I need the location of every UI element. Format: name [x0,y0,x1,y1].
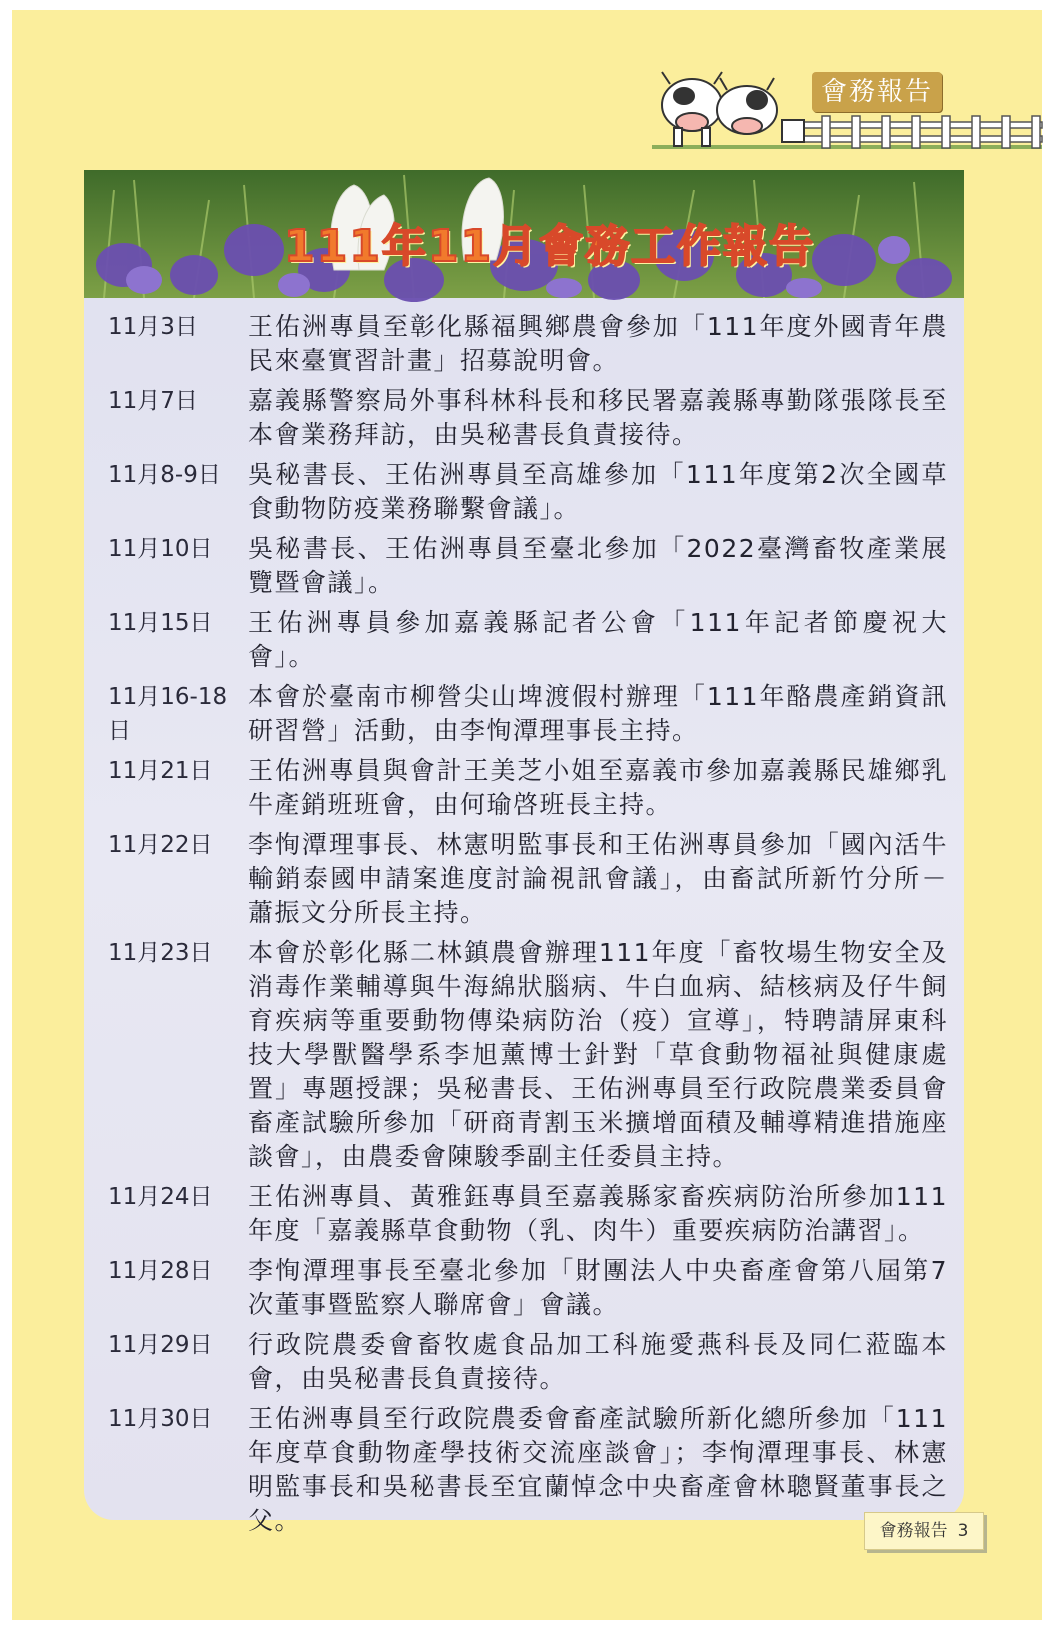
entry-text: 王佑洲專員至彰化縣福興鄉農會參加「111年度外國青年農民來臺實習計畫」招募說明會。 [248,312,948,375]
entry-date: 11月23日 [108,940,213,966]
entry-date: 11月21日 [108,758,213,784]
entry-text: 王佑洲專員、黃雅鈺專員至嘉義縣家畜疾病防治所參加111年度「嘉義縣草食動物（乳、肉牛）重要疾病防治講習」。 [248,1182,948,1245]
entry-text: 李恂潭理事長、林憲明監事長和王佑洲專員參加「國內活牛輸銷泰國申請案進度討論視訊會議」，由畜試所新竹分所－蕭振文分所長主持。 [248,830,948,927]
entry-text: 本會於彰化縣二林鎮農會辦理111年度「畜牧場生物安全及消毒作業輔導與牛海綿狀腦病、牛白血病、結核病及仔牛飼育疾病等重要動物傳染病防治（疫）宣導」，特聘請屏東科技大學獸醫學系李旭薰博士針對「草食動物福祉與健康處置」專題授課；吳秘書長、王佑洲專員至行政院農業委員會畜產試驗所參加「研商青割玉米擴增面積及輔導精進措施座談會」，由農委會陳駿季副主任委員主持。 [248,938,948,1171]
entry-text: 本會於臺南市柳營尖山埤渡假村辦理「111年酪農產銷資訊研習營」活動，由李恂潭理事長主持。 [248,682,948,745]
entry [108,1180,948,1248]
entry [108,680,948,748]
entry-date: 11月7日 [108,388,198,414]
report-entries [108,310,948,1544]
footer-section-label: 會務報告 [879,1521,948,1541]
entry-text: 嘉義縣警察局外事科林科長和移民署嘉義縣專勤隊張隊長至本會業務拜訪，由吳秘書長負責接待。 [248,386,948,449]
entry [108,1328,948,1396]
entry-date: 11月16-18日 [108,684,228,744]
entry-date: 11月10日 [108,536,213,562]
entry [108,754,948,822]
page [12,10,1042,1620]
entry-text: 吳秘書長、王佑洲專員至高雄參加「111年度第2次全國草食動物防疫業務聯繫會議」。 [248,460,948,523]
entry-date: 11月28日 [108,1258,213,1284]
entry-date: 11月22日 [108,832,213,858]
entry-date: 11月30日 [108,1406,213,1432]
entry-date: 11月3日 [108,314,198,340]
entry [108,828,948,930]
entry-text: 王佑洲專員至行政院農委會畜產試驗所新化總所參加「111年度草食動物產學技術交流座談會」；李恂潭理事長、林憲明監事長和吳秘書長至宜蘭悼念中央畜產會林聰賢董事長之父。 [248,1404,948,1535]
entry-date: 11月8-9日 [108,462,221,488]
entry [108,458,948,526]
entry-text: 王佑洲專員與會計王美芝小姐至嘉義市參加嘉義縣民雄鄉乳牛產銷班班會，由何瑜啓班長主持。 [248,756,948,819]
entry-date: 11月29日 [108,1332,213,1358]
entry [108,310,948,378]
report-title: 111年11月會務工作報告 [284,221,816,272]
entry-text: 李恂潭理事長至臺北參加「財團法人中央畜產會第八屆第7次董事暨監察人聯席會」會議。 [248,1256,948,1319]
entry [108,532,948,600]
entry-date: 11月15日 [108,610,213,636]
entry [108,1402,948,1538]
section-label-tag: 會務報告 [812,72,942,112]
banner [84,170,964,298]
entry-text: 王佑洲專員參加嘉義縣記者公會「111年記者節慶祝大會」。 [248,608,948,671]
entry [108,606,948,674]
footer-page-tag [864,1512,984,1550]
entry-text: 吳秘書長、王佑洲專員至臺北參加「2022臺灣畜牧產業展覽暨會議」。 [248,534,948,597]
entry [108,936,948,1174]
entry-date: 11月24日 [108,1184,213,1210]
page-number: 3 [957,1521,969,1541]
entry [108,1254,948,1322]
entry-text: 行政院農委會畜牧處食品加工科施愛燕科長及同仁蒞臨本會，由吳秘書長負責接待。 [248,1330,948,1393]
entry [108,384,948,452]
